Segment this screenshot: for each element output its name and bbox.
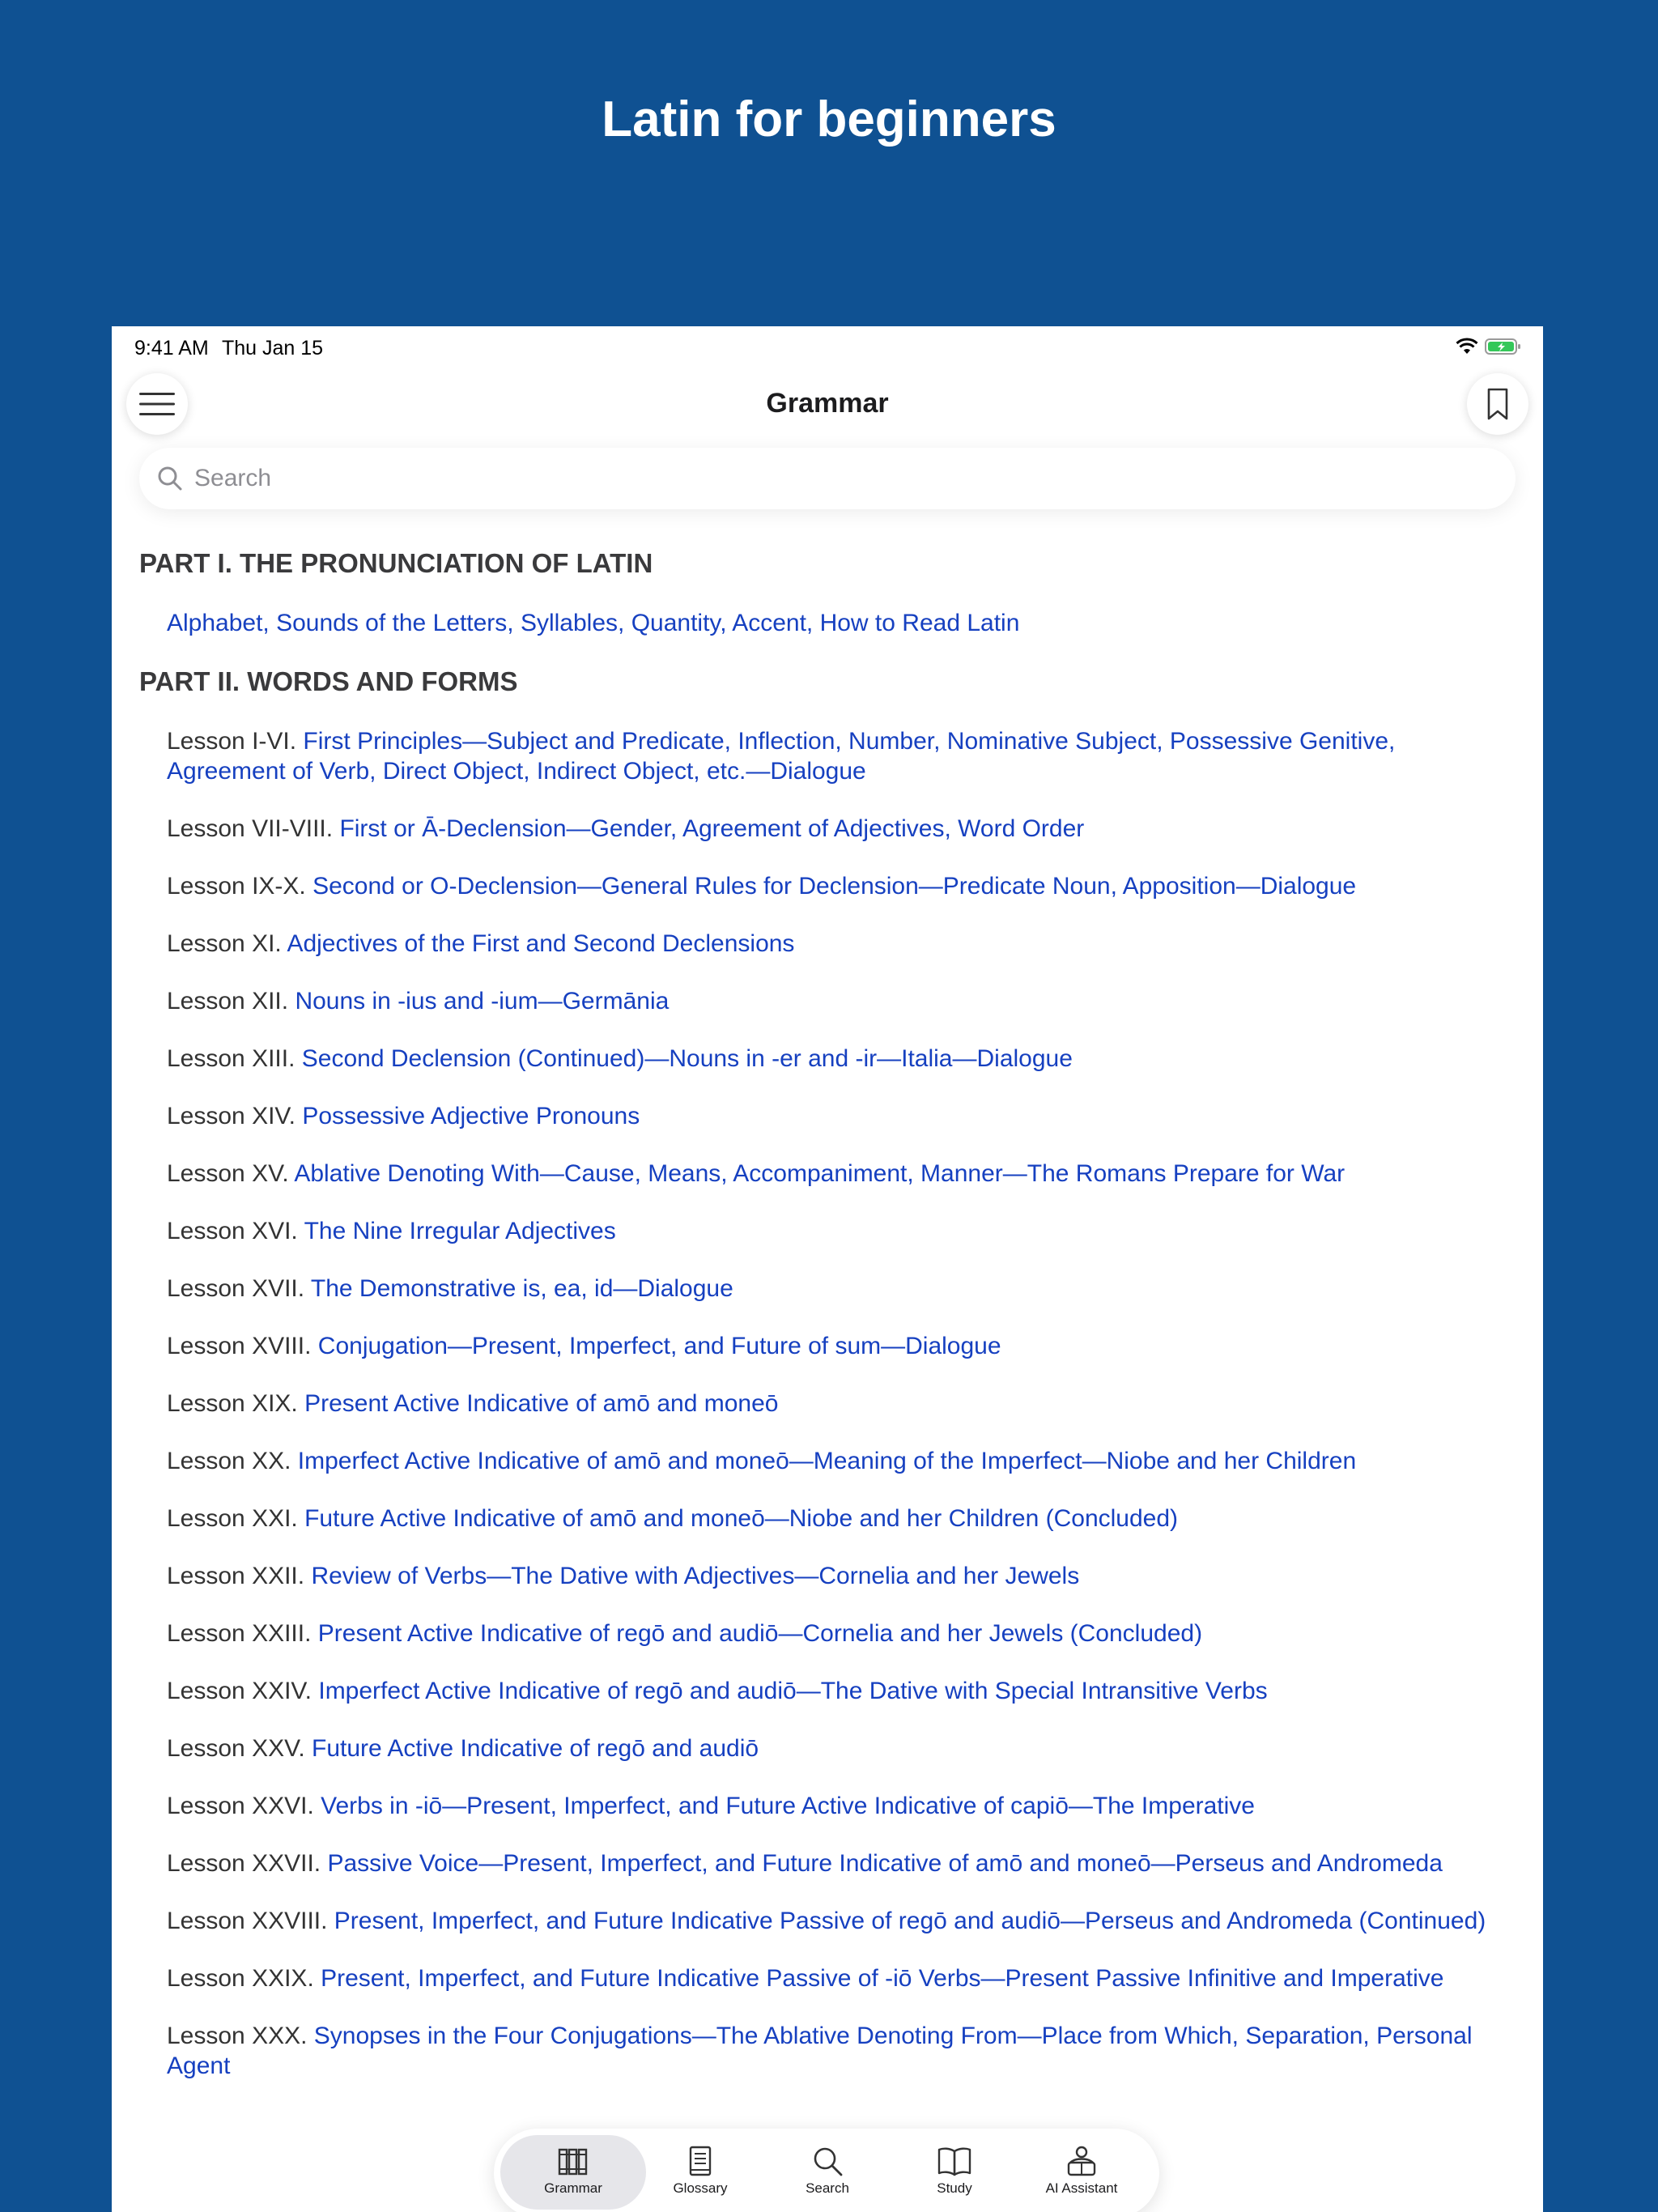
page-title: Grammar <box>766 388 889 419</box>
bookmark-icon <box>1487 388 1508 420</box>
lesson-label: Lesson XIX. <box>167 1390 305 1417</box>
tab-label: AI Assistant <box>1045 2180 1118 2196</box>
toc-entry[interactable] <box>112 1963 1543 1993</box>
tab-study[interactable] <box>882 2135 1027 2210</box>
toc-entry[interactable] <box>112 1504 1543 1534</box>
toc-link[interactable]: Alphabet, Sounds of the Letters, Syllables, Quantity, Accent, How to Read Latin <box>167 610 1020 636</box>
tab-label: Grammar <box>544 2180 602 2196</box>
lesson-label: Lesson XX. <box>167 1448 298 1474</box>
lesson-label: Lesson XIII. <box>167 1045 302 1072</box>
lesson-label: Lesson IX-X. <box>167 873 313 900</box>
toc-link[interactable]: Future Active Indicative of amō and moneō—Niobe and her Children (Concluded) <box>304 1505 1179 1532</box>
status-bar <box>112 326 1543 372</box>
lesson-label: Lesson XVI. <box>167 1218 304 1244</box>
part-heading: PART I. THE PRONUNCIATION OF LATIN <box>139 548 653 578</box>
toc-entry[interactable] <box>112 1389 1543 1419</box>
toc-link[interactable]: Ablative Denoting With—Cause, Means, Accompaniment, Manner—The Romans Prepare for War <box>294 1160 1346 1187</box>
open-book-icon <box>937 2145 972 2177</box>
glossary-icon <box>684 2145 716 2177</box>
toc-entry[interactable] <box>112 1906 1543 1936</box>
toc-link[interactable]: First or Ā-Declension—Gender, Agreement of Adjectives, Word Order <box>339 815 1085 842</box>
tab-glossary[interactable] <box>627 2135 773 2210</box>
search-input[interactable] <box>193 464 1459 493</box>
lesson-label: Lesson XXIV. <box>167 1678 319 1704</box>
toc-entry[interactable] <box>112 929 1543 959</box>
toc-entry[interactable] <box>112 1561 1543 1591</box>
lesson-label: Lesson XXIII. <box>167 1620 318 1647</box>
toc-entry[interactable] <box>112 1044 1543 1074</box>
toc-entry[interactable] <box>112 1676 1543 1706</box>
toc-entry[interactable] <box>112 1446 1543 1476</box>
toc-link[interactable]: Nouns in -ius and -ium—Germānia <box>295 988 670 1015</box>
device-screen <box>112 326 1543 2212</box>
lesson-label: Lesson XV. <box>167 1160 295 1187</box>
tab-bar <box>494 2129 1159 2212</box>
toc-link[interactable]: Future Active Indicative of regō and audiō <box>312 1735 759 1762</box>
lesson-label: Lesson XII. <box>167 988 295 1015</box>
toc-link[interactable]: Passive Voice—Present, Imperfect, and Future Indicative of amō and moneō—Perseus and Andromeda <box>327 1850 1443 1877</box>
toc-link[interactable]: Second or O-Declension—General Rules for Declension—Predicate Noun, Apposition—Dialogue <box>312 873 1357 900</box>
toc-link[interactable]: Present Active Indicative of regō and audiō—Cornelia and her Jewels (Concluded) <box>317 1620 1203 1647</box>
toc-entry[interactable] <box>112 814 1543 844</box>
toc-link[interactable]: Possessive Adjective Pronouns <box>302 1103 640 1129</box>
toc-link[interactable]: Synopses in the Four Conjugations—The Ablative Denoting From—Place from Which, Separation, Personal Agent <box>167 2023 1473 2079</box>
bookmark-button[interactable] <box>1467 373 1528 435</box>
toc-link[interactable]: First Principles—Subject and Predicate, Inflection, Number, Nominative Subject, Possessive Genitive, Agreement of Verb, Direct Object, Indirect Object, etc.—Dialogue <box>167 728 1396 785</box>
status-date: Thu Jan 15 <box>222 337 324 359</box>
search-icon <box>811 2145 844 2177</box>
lesson-label: Lesson XXII. <box>167 1563 312 1589</box>
toc-link[interactable]: The Nine Irregular Adjectives <box>304 1218 616 1244</box>
search-icon <box>157 466 183 491</box>
books-icon <box>557 2145 589 2177</box>
toc-entry[interactable] <box>112 986 1543 1016</box>
lesson-label: Lesson XXIX. <box>167 1965 321 1992</box>
battery-icon <box>1485 338 1522 355</box>
lesson-label: Lesson XXI. <box>167 1505 305 1532</box>
toc-entry[interactable] <box>112 2021 1543 2081</box>
lesson-label: Lesson XXX. <box>167 2023 314 2049</box>
part-heading: PART II. WORDS AND FORMS <box>139 666 518 696</box>
lesson-label: Lesson XVIII. <box>167 1333 318 1359</box>
lesson-label: Lesson XIV. <box>167 1103 303 1129</box>
toc-entry[interactable] <box>112 726 1543 786</box>
toc-link[interactable]: The Demonstrative is, ea, id—Dialogue <box>310 1275 733 1302</box>
toc-link[interactable]: Review of Verbs—The Dative with Adjectives—Cornelia and her Jewels <box>311 1563 1080 1589</box>
tab-label: Search <box>806 2180 849 2196</box>
toc-entry[interactable] <box>112 608 1543 638</box>
toc-entry[interactable] <box>112 1733 1543 1763</box>
toc-entry[interactable] <box>112 1619 1543 1648</box>
tab-ai-assistant[interactable] <box>1009 2135 1154 2210</box>
status-time: 9:41 AM <box>134 337 209 359</box>
toc-entry[interactable] <box>112 871 1543 901</box>
toc-entry[interactable] <box>112 1101 1543 1131</box>
toc-entry[interactable] <box>112 1274 1543 1304</box>
lesson-label: Lesson XVII. <box>167 1275 311 1302</box>
toc-link[interactable]: Conjugation—Present, Imperfect, and Future of sum—Dialogue <box>317 1333 1001 1359</box>
promo-title: Latin for beginners <box>602 91 1056 147</box>
tab-label: Glossary <box>673 2180 728 2196</box>
toc-link[interactable]: Imperfect Active Indicative of amō and moneō—Meaning of the Imperfect—Niobe and her Children <box>297 1448 1357 1474</box>
lesson-label: Lesson XI. <box>167 930 287 957</box>
status-indicators <box>1456 338 1522 355</box>
toc-entry[interactable] <box>112 1791 1543 1821</box>
toc-link[interactable]: Verbs in -iō—Present, Imperfect, and Future Active Indicative of capiō—The Imperative <box>321 1793 1255 1819</box>
lesson-label: Lesson XXVIII. <box>167 1908 334 1934</box>
wifi-icon <box>1456 338 1478 355</box>
toc-link[interactable]: Second Declension (Continued)—Nouns in -er and -ir—Italia—Dialogue <box>301 1045 1073 1072</box>
part-section <box>112 547 1543 638</box>
toc-link[interactable]: Present, Imperfect, and Future Indicative Passive of -iō Verbs—Present Passive Infinitive and Imperative <box>321 1965 1444 1992</box>
ai-assistant-icon <box>1064 2145 1099 2177</box>
lesson-label: Lesson XXVII. <box>167 1850 328 1877</box>
part-section <box>112 666 1543 2081</box>
lesson-label: Lesson XXVI. <box>167 1793 321 1819</box>
lesson-label: Lesson VII-VIII. <box>167 815 340 842</box>
tab-label: Study <box>937 2180 972 2196</box>
navigation-bar <box>112 372 1543 436</box>
toc-link[interactable]: Present, Imperfect, and Future Indicative Passive of regō and audiō—Perseus and Andromeda (Continued) <box>334 1908 1486 1934</box>
toc-link[interactable]: Present Active Indicative of amō and moneō <box>304 1390 779 1417</box>
tab-grammar[interactable] <box>500 2135 646 2210</box>
table-of-contents <box>112 541 1543 2081</box>
tab-search[interactable] <box>755 2135 900 2210</box>
toc-entry[interactable] <box>112 1848 1543 1878</box>
toc-link[interactable]: Imperfect Active Indicative of regō and audiō—The Dative with Special Intransitive Verbs <box>318 1678 1268 1704</box>
toc-link[interactable]: Adjectives of the First and Second Declensions <box>287 930 795 957</box>
toc-entry[interactable] <box>112 1331 1543 1361</box>
toc-entry[interactable] <box>112 1159 1543 1189</box>
lesson-label: Lesson XXV. <box>167 1735 312 1762</box>
lesson-label: Lesson I-VI. <box>167 728 304 755</box>
search-bar[interactable] <box>139 448 1516 509</box>
toc-entry[interactable] <box>112 1216 1543 1246</box>
